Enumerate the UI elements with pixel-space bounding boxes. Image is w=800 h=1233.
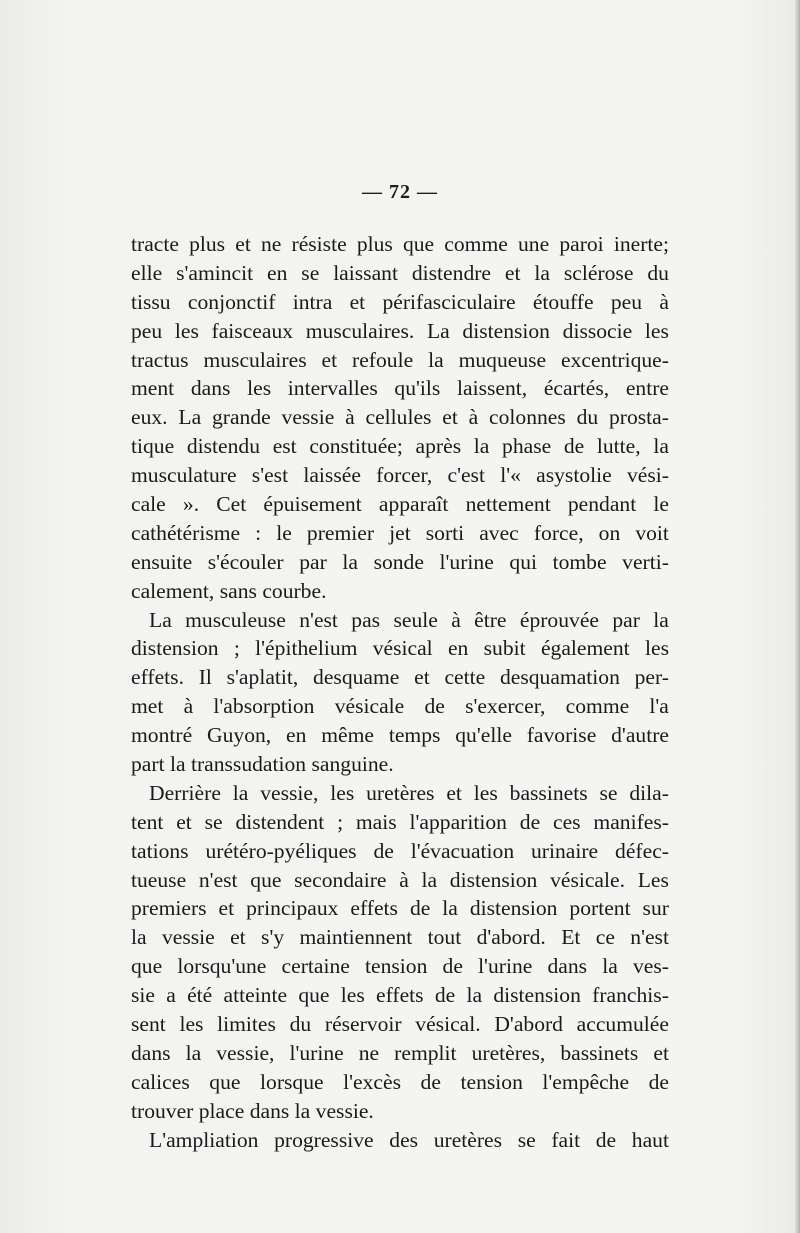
- text-line: met à l'absorption vésicale de s'exercer, comme l'a: [131, 694, 669, 719]
- text-line: La musculeuse n'est pas seule à être éprouvée par la: [149, 607, 669, 632]
- text-line: tractus musculaires et refoule la muqueuse excentrique-: [131, 347, 669, 372]
- text-line: tissu conjonctif intra et périfasciculaire étouffe peu à: [131, 289, 669, 314]
- text-line: que lorsqu'une certaine tension de l'urine dans la ves-: [131, 954, 669, 979]
- text-line: cale ». Cet épuisement apparaît nettement pendant le: [131, 492, 669, 517]
- text-line: trouver place dans la vessie.: [131, 1098, 374, 1123]
- text-line: cathétérisme : le premier jet sorti avec force, on voit: [131, 520, 669, 545]
- text-line: dans la vessie, l'urine ne remplit uretères, bassinets et: [131, 1040, 669, 1065]
- text-line: tations urétéro-pyéliques de l'évacuation urinaire défec-: [131, 838, 669, 863]
- body-text: [131, 230, 669, 1155]
- text-line: elle s'amincit en se laissant distendre et la sclérose du: [131, 260, 669, 285]
- text-line: Derrière la vessie, les uretères et les bassinets se dila-: [149, 780, 669, 805]
- text-line: part la transsudation sanguine.: [131, 752, 394, 777]
- text-line: eux. La grande vessie à cellules et à colonnes du prosta-: [131, 405, 669, 430]
- text-line: ensuite s'écouler par la sonde l'urine qui tombe verti-: [131, 549, 669, 574]
- text-line: musculature s'est laissée forcer, c'est l'« asystolie vési-: [131, 463, 669, 488]
- page-number: — 72 —: [362, 181, 438, 203]
- text-line: tent et se distendent ; mais l'apparition de ces manifes-: [131, 809, 669, 834]
- text-line: montré Guyon, en même temps qu'elle favorise d'autre: [131, 723, 669, 748]
- text-line: tueuse n'est que secondaire à la distension vésicale. Les: [131, 867, 669, 892]
- text-line: la vessie et s'y maintiennent tout d'abord. Et ce n'est: [131, 925, 669, 950]
- text-line: tique distendu est constituée; après la phase de lutte, la: [131, 434, 669, 459]
- text-line: peu les faisceaux musculaires. La distension dissocie les: [131, 318, 669, 343]
- text-line: premiers et principaux effets de la distension portent sur: [131, 896, 669, 921]
- text-line: tracte plus et ne résiste plus que comme une paroi inerte;: [131, 232, 669, 256]
- text-line: calices que lorsque l'excès de tension l'empêche de: [131, 1069, 669, 1094]
- text-line: calement, sans courbe.: [131, 578, 327, 603]
- text-line: distension ; l'épithelium vésical en subit également les: [131, 636, 669, 661]
- text-line: sent les limites du réservoir vésical. D'abord accumulée: [131, 1012, 669, 1037]
- text-line: effets. Il s'aplatit, desquame et cette desquamation per-: [131, 665, 669, 690]
- text-line: ment dans les intervalles qu'ils laissent, écartés, entre: [131, 376, 669, 401]
- text-line: sie a été atteinte que les effets de la distension franchis-: [131, 983, 669, 1008]
- text-line: L'ampliation progressive des uretères se fait de haut: [149, 1127, 669, 1152]
- page-edge-shadow: [794, 0, 800, 1233]
